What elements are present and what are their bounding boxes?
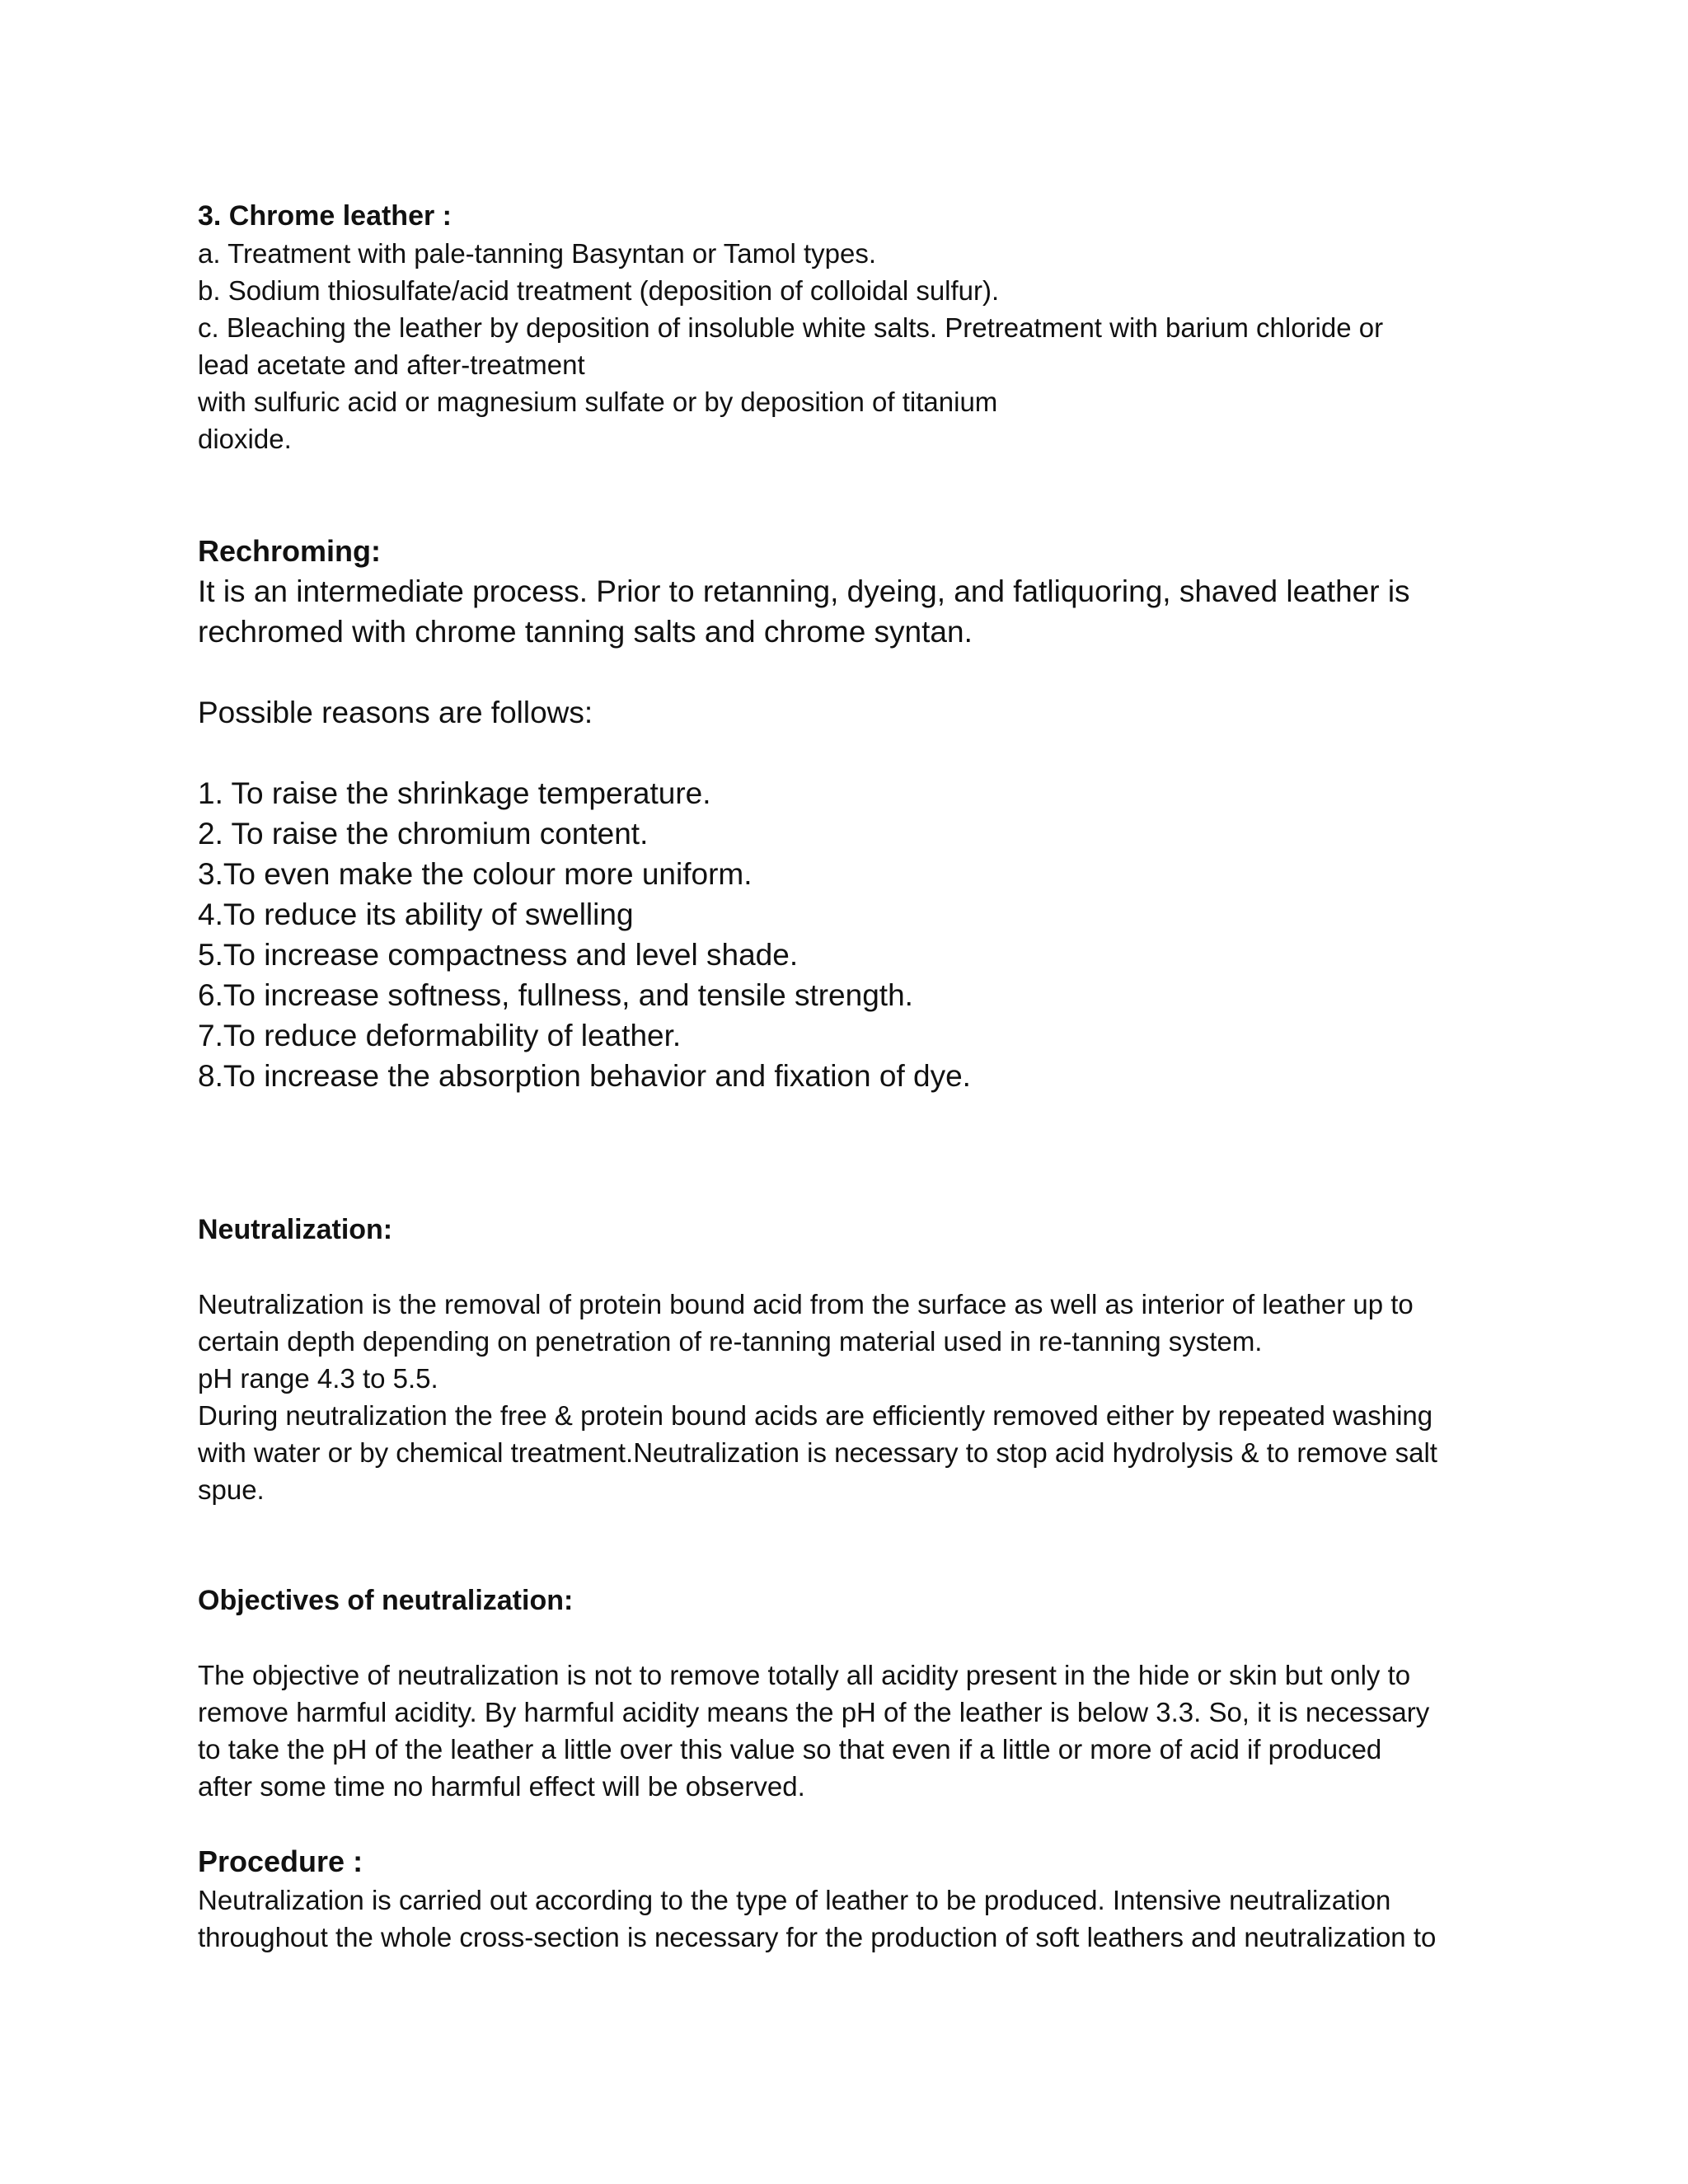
list-item: 4.To reduce its ability of swelling	[198, 898, 634, 931]
spacer	[198, 1619, 1492, 1657]
spacer	[198, 1508, 1492, 1582]
rechroming-heading: Rechroming:	[198, 534, 382, 568]
list-item: 8.To increase the absorption behavior and fixation of dye.	[198, 1059, 971, 1093]
chrome-leather-line: a. Treatment with pale-tanning Basyntan or Tamol types.	[198, 238, 877, 269]
chrome-leather-line: lead acetate and after-treatment	[198, 349, 585, 380]
procedure-line: throughout the whole cross-section is necessary for the production of soft leathers and neutralization to	[198, 1922, 1437, 1952]
list-item: 6.To increase softness, fullness, and tensile strength.	[198, 978, 913, 1012]
objectives-heading: Objectives of neutralization:	[198, 1585, 574, 1616]
procedure-section	[198, 1842, 1492, 1956]
objectives-line: remove harmful acidity. By harmful acidity means the pH of the leather is below 3.3. So, it is necessary	[198, 1697, 1430, 1727]
document-page	[198, 198, 1492, 1956]
rechroming-intro-line: rechromed with chrome tanning salts and chrome syntan.	[198, 615, 973, 649]
chrome-leather-line: with sulfuric acid or magnesium sulfate or by deposition of titanium	[198, 387, 998, 417]
spacer	[198, 457, 1492, 532]
list-item: 3.To even make the colour more uniform.	[198, 857, 753, 891]
reasons-list	[198, 773, 1492, 1096]
neutralization-line: During neutralization the free & protein bound acids are efficiently removed either by repeated washing	[198, 1400, 1433, 1431]
procedure-line: Neutralization is carried out according to the type of leather to be produced. Intensive neutralization	[198, 1885, 1391, 1915]
spacer	[198, 733, 1492, 773]
list-item: 2. To raise the chromium content.	[198, 817, 649, 851]
neutralization-section	[198, 1212, 1492, 1508]
objectives-section	[198, 1582, 1492, 1805]
procedure-heading: Procedure :	[198, 1844, 363, 1878]
reasons-label: Possible reasons are follows:	[198, 696, 593, 729]
spacer	[198, 1249, 1492, 1286]
objectives-line: to take the pH of the leather a little over this value so that even if a little or more of acid if produced	[198, 1734, 1382, 1765]
spacer	[198, 652, 1492, 692]
objectives-line: after some time no harmful effect will be observed.	[198, 1771, 805, 1802]
rechroming-intro-line: It is an intermediate process. Prior to retanning, dyeing, and fatliquoring, shaved leather is	[198, 574, 1410, 608]
neutralization-heading: Neutralization:	[198, 1214, 393, 1245]
chrome-leather-line: b. Sodium thiosulfate/acid treatment (deposition of colloidal sulfur).	[198, 275, 1000, 306]
neutralization-line: with water or by chemical treatment.Neutralization is necessary to stop acid hydrolysis & to remove salt	[198, 1437, 1437, 1468]
neutralization-line: Neutralization is the removal of protein bound acid from the surface as well as interior of leather up to	[198, 1289, 1414, 1319]
chrome-leather-heading: 3. Chrome leather :	[198, 200, 452, 232]
spacer	[198, 1805, 1492, 1842]
neutralization-line: certain depth depending on penetration of re-tanning material used in re-tanning system.	[198, 1326, 1263, 1357]
spacer	[198, 1096, 1492, 1212]
objectives-line: The objective of neutralization is not to remove totally all acidity present in the hide or skin but only to	[198, 1660, 1411, 1690]
rechroming-section	[198, 532, 1492, 1096]
list-item: 5.To increase compactness and level shade.	[198, 938, 799, 972]
chrome-leather-line: c. Bleaching the leather by deposition of insoluble white salts. Pretreatment with barium chloride or	[198, 312, 1384, 343]
neutralization-line: spue.	[198, 1474, 265, 1505]
chrome-leather-section	[198, 198, 1492, 457]
neutralization-line: pH range 4.3 to 5.5.	[198, 1363, 438, 1394]
chrome-leather-line: dioxide.	[198, 424, 292, 454]
list-item: 7.To reduce deformability of leather.	[198, 1019, 682, 1052]
list-item: 1. To raise the shrinkage temperature.	[198, 776, 711, 810]
